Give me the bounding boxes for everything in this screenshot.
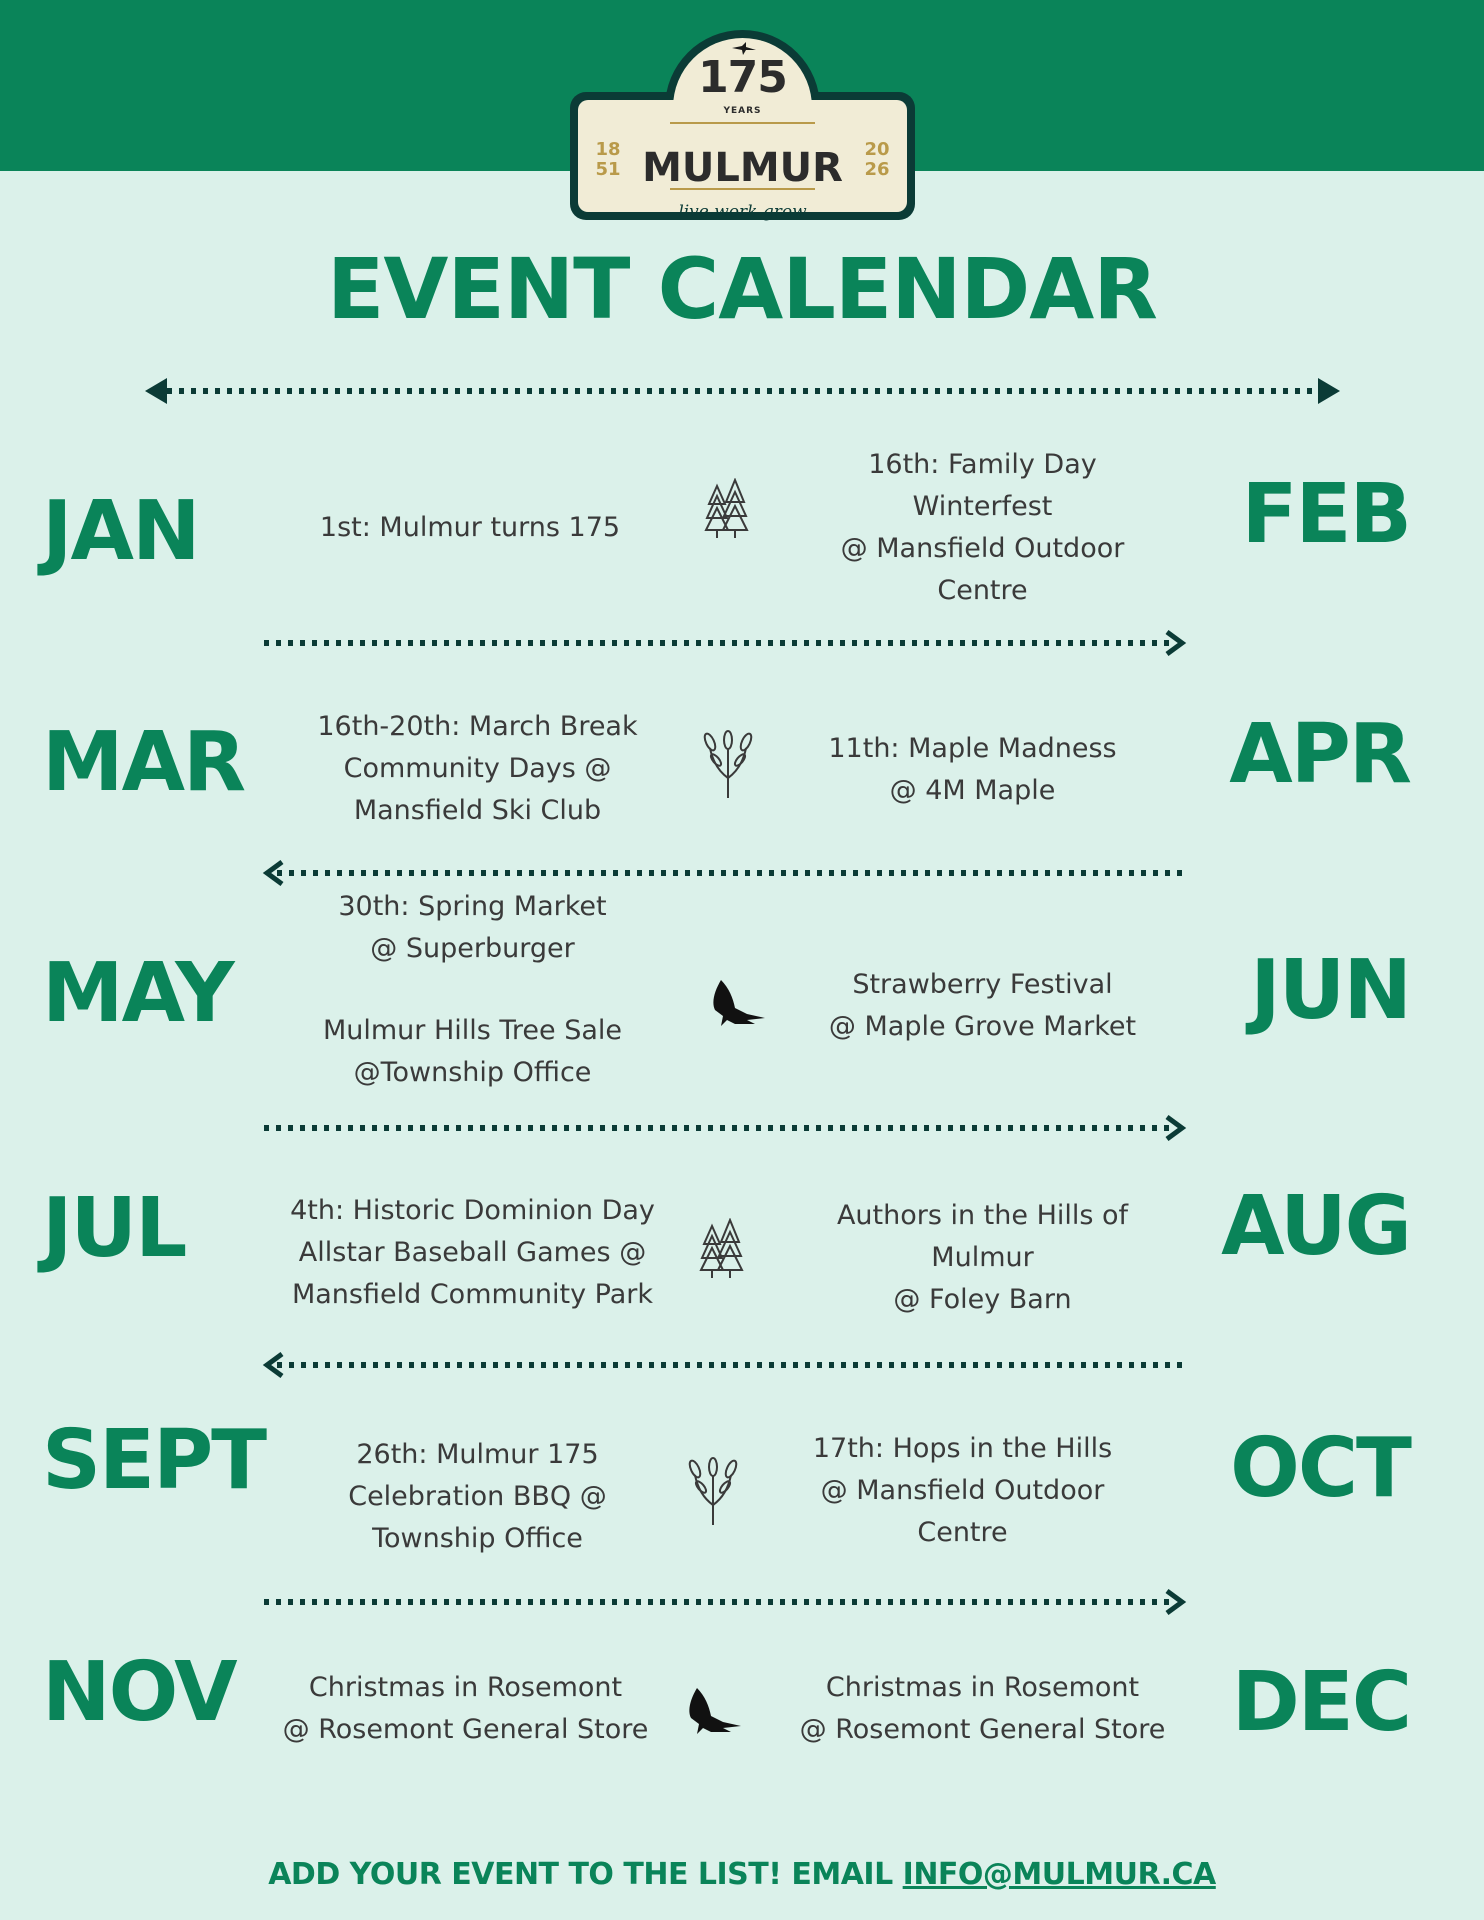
event-line: Christmas in Rosemont <box>825 1672 1140 1703</box>
double-arrow-top <box>145 376 1340 406</box>
month-sept: SEPT <box>42 1413 266 1508</box>
hawk-icon <box>707 980 765 1036</box>
event-line: Township Office <box>372 1523 583 1554</box>
event-line: @ Foley Barn <box>893 1284 1072 1315</box>
month-apr: APR <box>1229 707 1410 802</box>
events-jul <box>260 1190 685 1316</box>
event-line: @ Superburger <box>370 933 575 964</box>
event-line: 4th: Historic Dominion Day <box>290 1195 655 1226</box>
event-line: Mulmur Hills Tree Sale <box>322 1015 623 1046</box>
event-gap <box>270 970 675 1010</box>
event-line: 16th: Family Day <box>868 449 1097 480</box>
footer-cta <box>0 1857 1484 1892</box>
page-title: EVENT CALENDAR <box>327 240 1157 338</box>
month-mar: MAR <box>42 715 245 810</box>
arrow-right-2 <box>262 1115 1187 1141</box>
event-line: @ Maple Grove Market <box>828 1011 1137 1042</box>
logo-number: 175 <box>698 52 787 103</box>
hawk-icon <box>683 1688 741 1744</box>
event-line: 26th: Mulmur 175 <box>356 1439 599 1470</box>
logo-year-left-bottom: 51 <box>595 159 621 180</box>
events-jun <box>800 964 1165 1048</box>
month-jul: JUL <box>42 1181 186 1276</box>
event-line: @Township Office <box>353 1057 592 1088</box>
pine-trees-icon <box>703 478 751 540</box>
wheat-icon <box>685 1455 741 1525</box>
event-line: Authors in the Hills of <box>836 1200 1129 1231</box>
events-sept <box>290 1434 665 1560</box>
logo-year-left-top: 18 <box>595 139 621 160</box>
event-line: Celebration BBQ @ <box>348 1481 607 1512</box>
month-may: MAY <box>42 946 233 1041</box>
event-line: Strawberry Festival <box>852 969 1113 1000</box>
event-line: Centre <box>937 575 1028 606</box>
pine-trees-icon <box>698 1218 746 1280</box>
event-line: Allstar Baseball Games @ <box>298 1237 647 1268</box>
events-apr <box>800 728 1145 812</box>
event-line: 11th: Maple Madness <box>828 733 1117 764</box>
event-line: @ Mansfield Outdoor <box>840 533 1125 564</box>
email-link[interactable]: INFO@MULMUR.CA <box>902 1857 1216 1892</box>
event-line: 17th: Hops in the Hills <box>812 1433 1113 1464</box>
event-line: 1st: Mulmur turns 175 <box>319 512 621 543</box>
logo-name: MULMUR <box>642 145 843 191</box>
event-line: Mansfield Ski Club <box>353 795 602 826</box>
event-line: Centre <box>917 1517 1008 1548</box>
event-line: @ Rosemont General Store <box>282 1714 649 1745</box>
month-jan: JAN <box>42 484 199 579</box>
logo-year-right <box>857 140 897 180</box>
arrow-right-1 <box>262 630 1187 656</box>
month-nov: NOV <box>42 1645 236 1740</box>
month-aug: AUG <box>1221 1179 1410 1274</box>
events-oct <box>790 1428 1135 1554</box>
logo-years-label: YEARS <box>723 106 762 116</box>
event-line: 30th: Spring Market <box>338 891 607 922</box>
event-line: Christmas in Rosemont <box>308 1672 623 1703</box>
arrow-right-3 <box>262 1589 1187 1615</box>
events-mar <box>270 706 685 832</box>
event-line: Mulmur <box>931 1242 1034 1273</box>
events-aug <box>800 1195 1165 1321</box>
events-dec <box>780 1667 1185 1751</box>
events-may <box>270 886 675 1094</box>
footer-text: ADD YOUR EVENT TO THE LIST! EMAIL <box>268 1857 903 1892</box>
arrow-left-1 <box>262 860 1187 886</box>
event-line: @ Rosemont General Store <box>799 1714 1166 1745</box>
month-feb: FEB <box>1241 467 1410 562</box>
event-line: Mansfield Community Park <box>291 1279 654 1310</box>
events-nov <box>258 1667 673 1751</box>
events-jan <box>260 507 680 549</box>
wheat-icon <box>700 728 756 798</box>
event-line: Winterfest <box>912 491 1053 522</box>
mulmur-175-logo <box>570 30 915 220</box>
month-jun: JUN <box>1250 943 1410 1038</box>
logo-year-left <box>588 140 628 180</box>
events-feb <box>790 444 1175 612</box>
logo-rule-top <box>670 122 815 124</box>
event-line: @ Mansfield Outdoor <box>820 1475 1105 1506</box>
event-line: 16th-20th: March Break <box>317 711 638 742</box>
logo-year-right-top: 20 <box>864 139 890 160</box>
arrow-left-2 <box>262 1352 1187 1378</box>
month-dec: DEC <box>1231 1655 1410 1750</box>
logo-tagline: live work grow <box>678 202 807 222</box>
month-oct: OCT <box>1230 1421 1410 1516</box>
event-line: @ 4M Maple <box>889 775 1056 806</box>
event-line: Community Days @ <box>343 753 612 784</box>
logo-year-right-bottom: 26 <box>864 159 890 180</box>
